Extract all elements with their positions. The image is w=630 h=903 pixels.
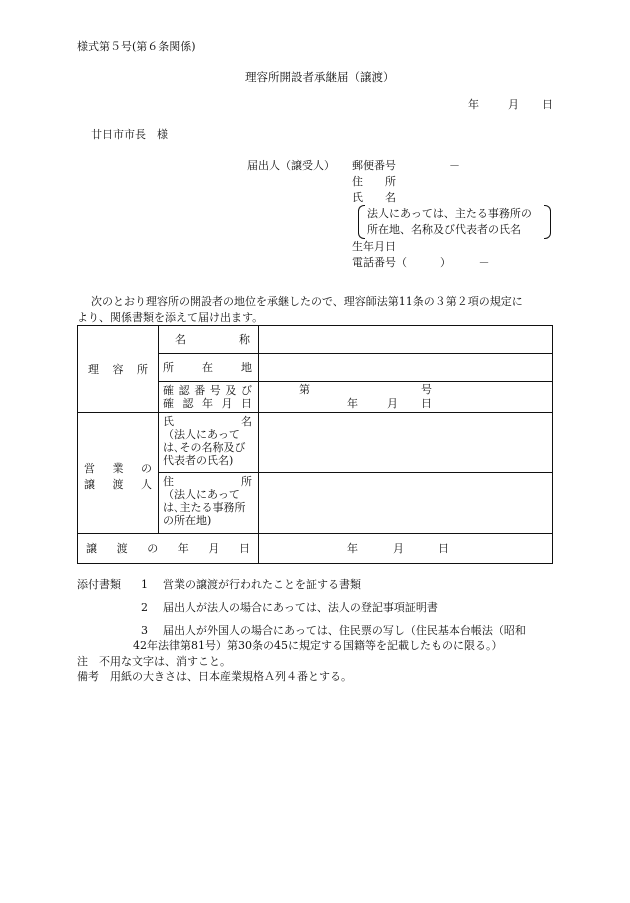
row-shop-name: [78, 326, 553, 354]
label-char: 在: [202, 361, 213, 374]
label-char: 認: [178, 384, 190, 397]
attachment-3-number: 3: [141, 624, 148, 637]
phone-label: 電話番号（ ） －: [352, 256, 490, 269]
transferor-name-label: [159, 413, 259, 473]
header-char: 譲: [84, 477, 95, 491]
applicant-label: 届出人（譲受人）: [247, 159, 335, 172]
label-char: 号: [209, 384, 221, 397]
header-char: 渡: [112, 477, 124, 491]
label-char: 地: [241, 361, 252, 374]
label-char: 年: [202, 397, 213, 410]
shop-header-char: 所: [137, 362, 148, 376]
attachment-2-text: 届出人が法人の場合にあっては、法人の登記事項証明書: [163, 601, 438, 614]
transferor-name-note: は､その名称及び: [163, 441, 246, 454]
confirm-year: 年: [347, 397, 358, 410]
label-char: 名: [241, 415, 252, 428]
name-label: 氏 名: [352, 191, 396, 204]
attachment-1-number: 1: [141, 578, 148, 591]
transfer-month: 月: [393, 541, 404, 555]
transferor-address-note: （法人にあって: [163, 488, 240, 501]
label-char: び: [240, 384, 252, 397]
confirm-month: 月: [387, 397, 398, 410]
label-char: 称: [239, 333, 250, 346]
corp-note-line1: 法人にあっては、主たる事務所の: [367, 207, 532, 220]
confirm-no-prefix: 第: [299, 383, 310, 396]
addressee: 廿日市市長 様: [91, 128, 168, 141]
label-char: 所: [241, 475, 252, 488]
label-char: 月: [208, 542, 220, 555]
confirm-day: 日: [421, 397, 432, 410]
header-char: の: [141, 461, 152, 475]
transferor-address-note: は､主たる事務所: [163, 501, 246, 514]
transferor-address-label: [159, 473, 259, 534]
header-char: 業: [112, 461, 124, 475]
label-char: 日: [241, 397, 252, 410]
transferor-name-note: （法人にあって: [163, 428, 240, 441]
shop-location-label: [159, 354, 259, 382]
header-char: 営: [84, 461, 95, 475]
header-char: 人: [141, 477, 152, 491]
label-char: 月: [221, 397, 233, 410]
confirmation-value[interactable]: [259, 382, 553, 413]
attachment-3-text-line1: 届出人が外国人の場合にあっては、住民票の写し（住民基本台帳法（昭和: [163, 624, 526, 637]
intro-line1: 次のとおり理容所の開設者の地位を承継したので、理容師法第11条の３第２項の規定に: [91, 295, 523, 308]
label-char: 氏: [163, 415, 174, 428]
transferor-name-value[interactable]: [259, 413, 553, 473]
shop-location-value[interactable]: [259, 354, 553, 382]
label-char: 譲: [86, 542, 97, 555]
transfer-year: 年: [347, 541, 358, 555]
intro-line2: より、関係書類を添えて届け出ます。: [77, 311, 264, 324]
label-char: 確: [163, 384, 174, 397]
shop-header-char: 理: [88, 362, 99, 376]
attachment-2-number: 2: [141, 601, 148, 614]
shop-header: [78, 326, 159, 413]
main-form-table: [77, 325, 553, 564]
date-month: 月: [508, 98, 519, 111]
label-char: 認: [182, 397, 194, 410]
attachment-3-text-line2: 42年法律第81号）第30条の45に規定する国籍等を記載したものに限る。）: [133, 639, 503, 652]
label-char: 番: [194, 384, 206, 397]
label-char: 年: [177, 542, 189, 555]
label-char: 日: [238, 542, 250, 555]
transfer-day: 日: [438, 541, 449, 555]
corp-note-line2: 所在地、名称及び代表者の氏名: [367, 223, 521, 236]
date-year: 年: [468, 98, 479, 111]
label-char: 確: [163, 397, 174, 410]
transferor-header: [78, 413, 159, 534]
postal-code-label: 郵便番号: [352, 159, 396, 172]
page-title: 理容所開設者承継届（譲渡）: [245, 70, 395, 84]
confirm-no-suffix: 号: [421, 383, 432, 396]
transfer-date-label: [78, 534, 259, 564]
label-char: 渡: [116, 542, 128, 555]
label-char: の: [147, 542, 159, 555]
label-char: 名: [175, 333, 186, 346]
remarks: 備考 用紙の大きさは、日本産業規格Ａ列４番とする。: [77, 670, 352, 683]
form-number: 様式第５号(第６条関係): [77, 40, 196, 53]
shop-name-value[interactable]: [259, 326, 553, 354]
note: 注 不用な文字は、消すこと。: [77, 655, 231, 668]
address-label: 住 所: [352, 175, 396, 188]
left-bracket: [358, 205, 365, 239]
transferor-address-value[interactable]: [259, 473, 553, 534]
transferor-name-note: 代表者の氏名): [163, 454, 234, 467]
label-char: 及: [225, 384, 237, 397]
attachment-1-text: 営業の譲渡が行われたことを証する書類: [163, 578, 361, 591]
shop-header-char: 容: [112, 362, 124, 376]
shop-name-label: [159, 326, 259, 354]
postal-dash: －: [449, 159, 460, 172]
birthdate-label: 生年月日: [352, 240, 396, 253]
confirmation-label: [159, 382, 259, 413]
row-transferor-name: [78, 413, 553, 473]
row-transfer-date: [78, 534, 553, 564]
right-bracket: [544, 205, 551, 239]
label-char: 住: [163, 475, 174, 488]
transferor-address-note: の所在地): [163, 514, 212, 527]
date-day: 日: [542, 98, 553, 111]
transfer-date-value[interactable]: [259, 534, 553, 564]
label-char: 所: [163, 361, 174, 374]
attachments-label: 添付書類: [77, 578, 121, 591]
